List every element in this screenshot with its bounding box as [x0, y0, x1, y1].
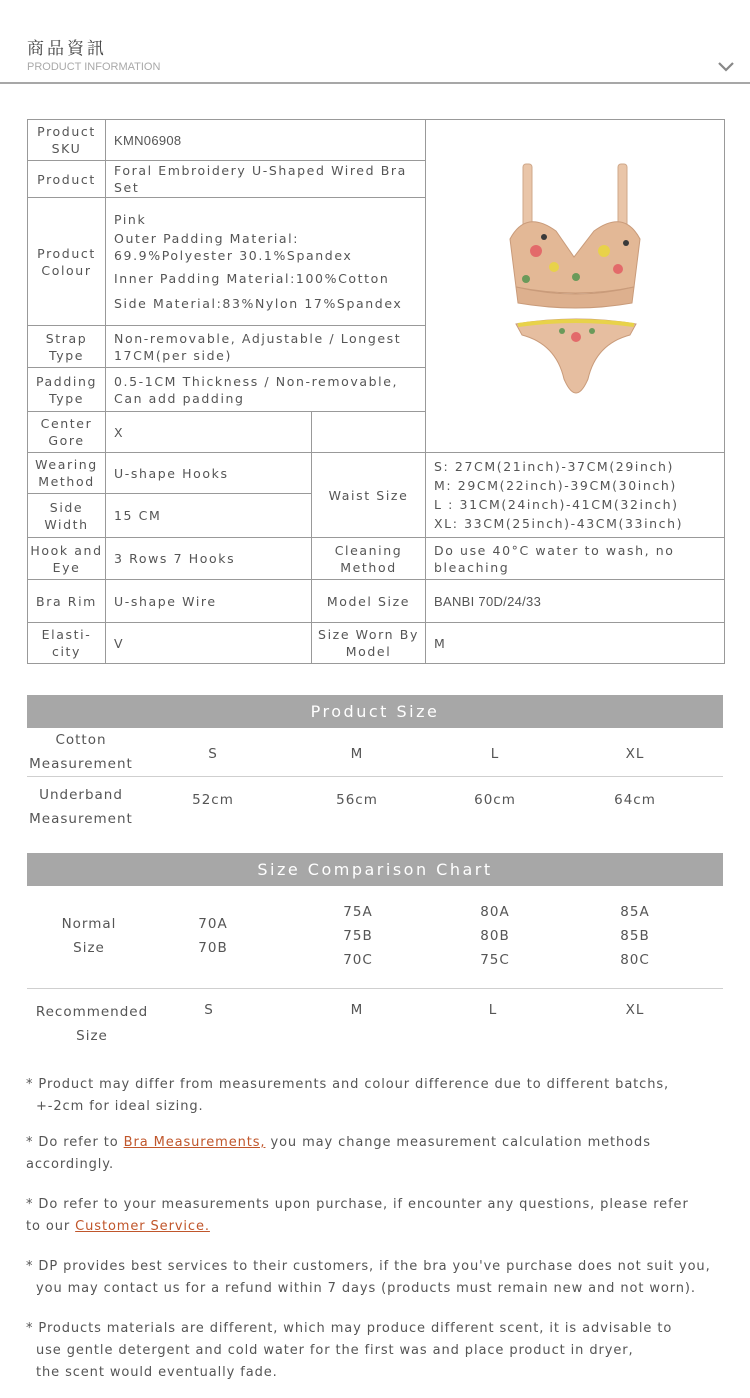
sku-label: Product SKU — [28, 120, 106, 161]
size-cell: 70A 70B — [198, 916, 228, 956]
note — [26, 1132, 726, 1176]
waist-value — [426, 453, 725, 538]
waist-label: Waist Size — [312, 453, 426, 538]
hook-label: Hook and Eye — [28, 538, 106, 580]
note — [26, 1194, 726, 1238]
note — [26, 1318, 726, 1384]
note-text: * Do refer to your measurements upon purchase, if encounter any questions, please refer — [26, 1197, 689, 1212]
product-size-title: Product Size — [27, 695, 723, 728]
row-divider — [27, 776, 723, 777]
center-gore-label: Center Gore — [28, 412, 106, 453]
product-label: Product — [28, 161, 106, 198]
size-cell: L — [490, 746, 500, 762]
note-text: you may change measurement calculation methods accordingly. — [26, 1135, 651, 1172]
wearing-value: U-shape Hooks — [106, 453, 312, 494]
colour-line: Side Material:83%Nylon 17%Spandex — [114, 296, 403, 311]
colour-value — [106, 198, 426, 326]
notes — [26, 1074, 726, 1398]
padding-label: Padding Type — [28, 368, 106, 412]
product-image — [426, 120, 725, 453]
sku-value: KMN06908 — [106, 120, 426, 161]
size-cell: 85A 85B 80C — [620, 904, 650, 968]
waist-line: L : 31CM(24inch)-41CM(32inch) — [434, 497, 679, 512]
size-cell: 60cm — [474, 792, 516, 808]
wearing-label: Wearing Method — [28, 453, 106, 494]
size-cell: M — [350, 1002, 364, 1018]
size-cell: 52cm — [192, 792, 234, 808]
size-cell: L — [488, 1002, 498, 1018]
section-header — [0, 0, 750, 84]
section-title-en: PRODUCT INFORMATION — [27, 61, 161, 73]
note-text: +-2cm for ideal sizing. — [36, 1099, 204, 1114]
colour-label: Product Colour — [28, 198, 106, 326]
spec-table — [27, 119, 725, 664]
row-label: Normal Size — [61, 916, 117, 956]
strap-label: Strap Type — [28, 326, 106, 368]
chevron-down-icon[interactable] — [717, 58, 735, 76]
elasticity-label: Elasti- city — [28, 623, 106, 664]
cleaning-label: Cleaning Method — [312, 538, 426, 580]
row-label: Recommended Size — [35, 1004, 149, 1044]
rim-label: Bra Rim — [28, 580, 106, 623]
cleaning-value: Do use 40°C water to wash, no bleaching — [426, 538, 725, 580]
size-cell: M — [350, 746, 364, 762]
bra-set-illustration — [426, 139, 724, 429]
note-text: * Product may differ from measurements and colour difference due to different batchs, — [26, 1077, 670, 1092]
note-text: * Do refer to — [26, 1135, 124, 1150]
waist-line: M: 29CM(22inch)-39CM(30inch) — [434, 478, 677, 493]
note-text: * Products materials are different, which may produce different scent, it is advisable to — [26, 1321, 673, 1336]
note-text: to our — [26, 1219, 76, 1234]
colour-line: Outer Padding Material: 69.9%Polyester 30.1%Spandex — [114, 231, 353, 263]
bra-measurements-link[interactable]: Bra Measurements, — [123, 1135, 266, 1150]
colour-line: Inner Padding Material:100%Cotton — [114, 271, 390, 286]
strap-value: Non-removable, Adjustable / Longest 17CM(per side) — [106, 326, 426, 368]
row-label: Underband Measurement — [29, 787, 133, 827]
size-cell: XL — [625, 1002, 645, 1018]
size-cell: 75A 75B 70C — [343, 904, 373, 968]
note — [26, 1256, 726, 1300]
colour-line: Pink — [114, 212, 147, 227]
note-text: use gentle detergent and cold water for the first was and place product in dryer, — [36, 1343, 634, 1358]
row-label: Cotton Measurement — [29, 732, 133, 772]
note-text: the scent would eventually fade. — [36, 1365, 278, 1380]
side-width-value: 15 CM — [106, 494, 312, 538]
comparison-title: Size Comparison Chart — [27, 853, 723, 886]
side-width-label: Side Width — [28, 494, 106, 538]
hook-value: 3 Rows 7 Hooks — [106, 538, 312, 580]
waist-line: S: 27CM(21inch)-37CM(29inch) — [434, 459, 674, 474]
product-value: Foral Embroidery U-Shaped Wired Bra Set — [106, 161, 426, 198]
table-row — [27, 728, 723, 776]
customer-service-link[interactable]: Customer Service. — [75, 1219, 210, 1234]
size-worn-value: M — [426, 623, 725, 664]
row-divider — [27, 988, 723, 989]
table-row — [27, 886, 723, 986]
note — [26, 1074, 726, 1118]
size-cell: XL — [625, 746, 645, 762]
size-cell: 80A 80B 75C — [480, 904, 510, 968]
size-worn-label: Size Worn By Model — [312, 623, 426, 664]
size-cell: S — [204, 1002, 214, 1018]
waist-line: XL: 33CM(25inch)-43CM(33inch) — [434, 516, 684, 531]
padding-value: 0.5-1CM Thickness / Non-removable, Can add padding — [106, 368, 426, 412]
note-text: you may contact us for a refund within 7 days (products must remain new and not worn). — [36, 1281, 696, 1296]
size-cell: 56cm — [336, 792, 378, 808]
center-gore-value: X — [106, 412, 312, 453]
size-cell: S — [208, 746, 218, 762]
model-size-label: Model Size — [312, 580, 426, 623]
size-cell: 64cm — [614, 792, 656, 808]
elasticity-value: V — [106, 623, 312, 664]
section-title-zh: 商品資訊 — [27, 39, 107, 59]
rim-value: U-shape Wire — [106, 580, 312, 623]
model-size-value: BANBI 70D/24/33 — [426, 580, 725, 623]
table-row — [27, 998, 723, 1050]
note-text: * DP provides best services to their customers, if the bra you've purchase does not suit you, — [26, 1259, 711, 1274]
table-row — [27, 783, 723, 831]
